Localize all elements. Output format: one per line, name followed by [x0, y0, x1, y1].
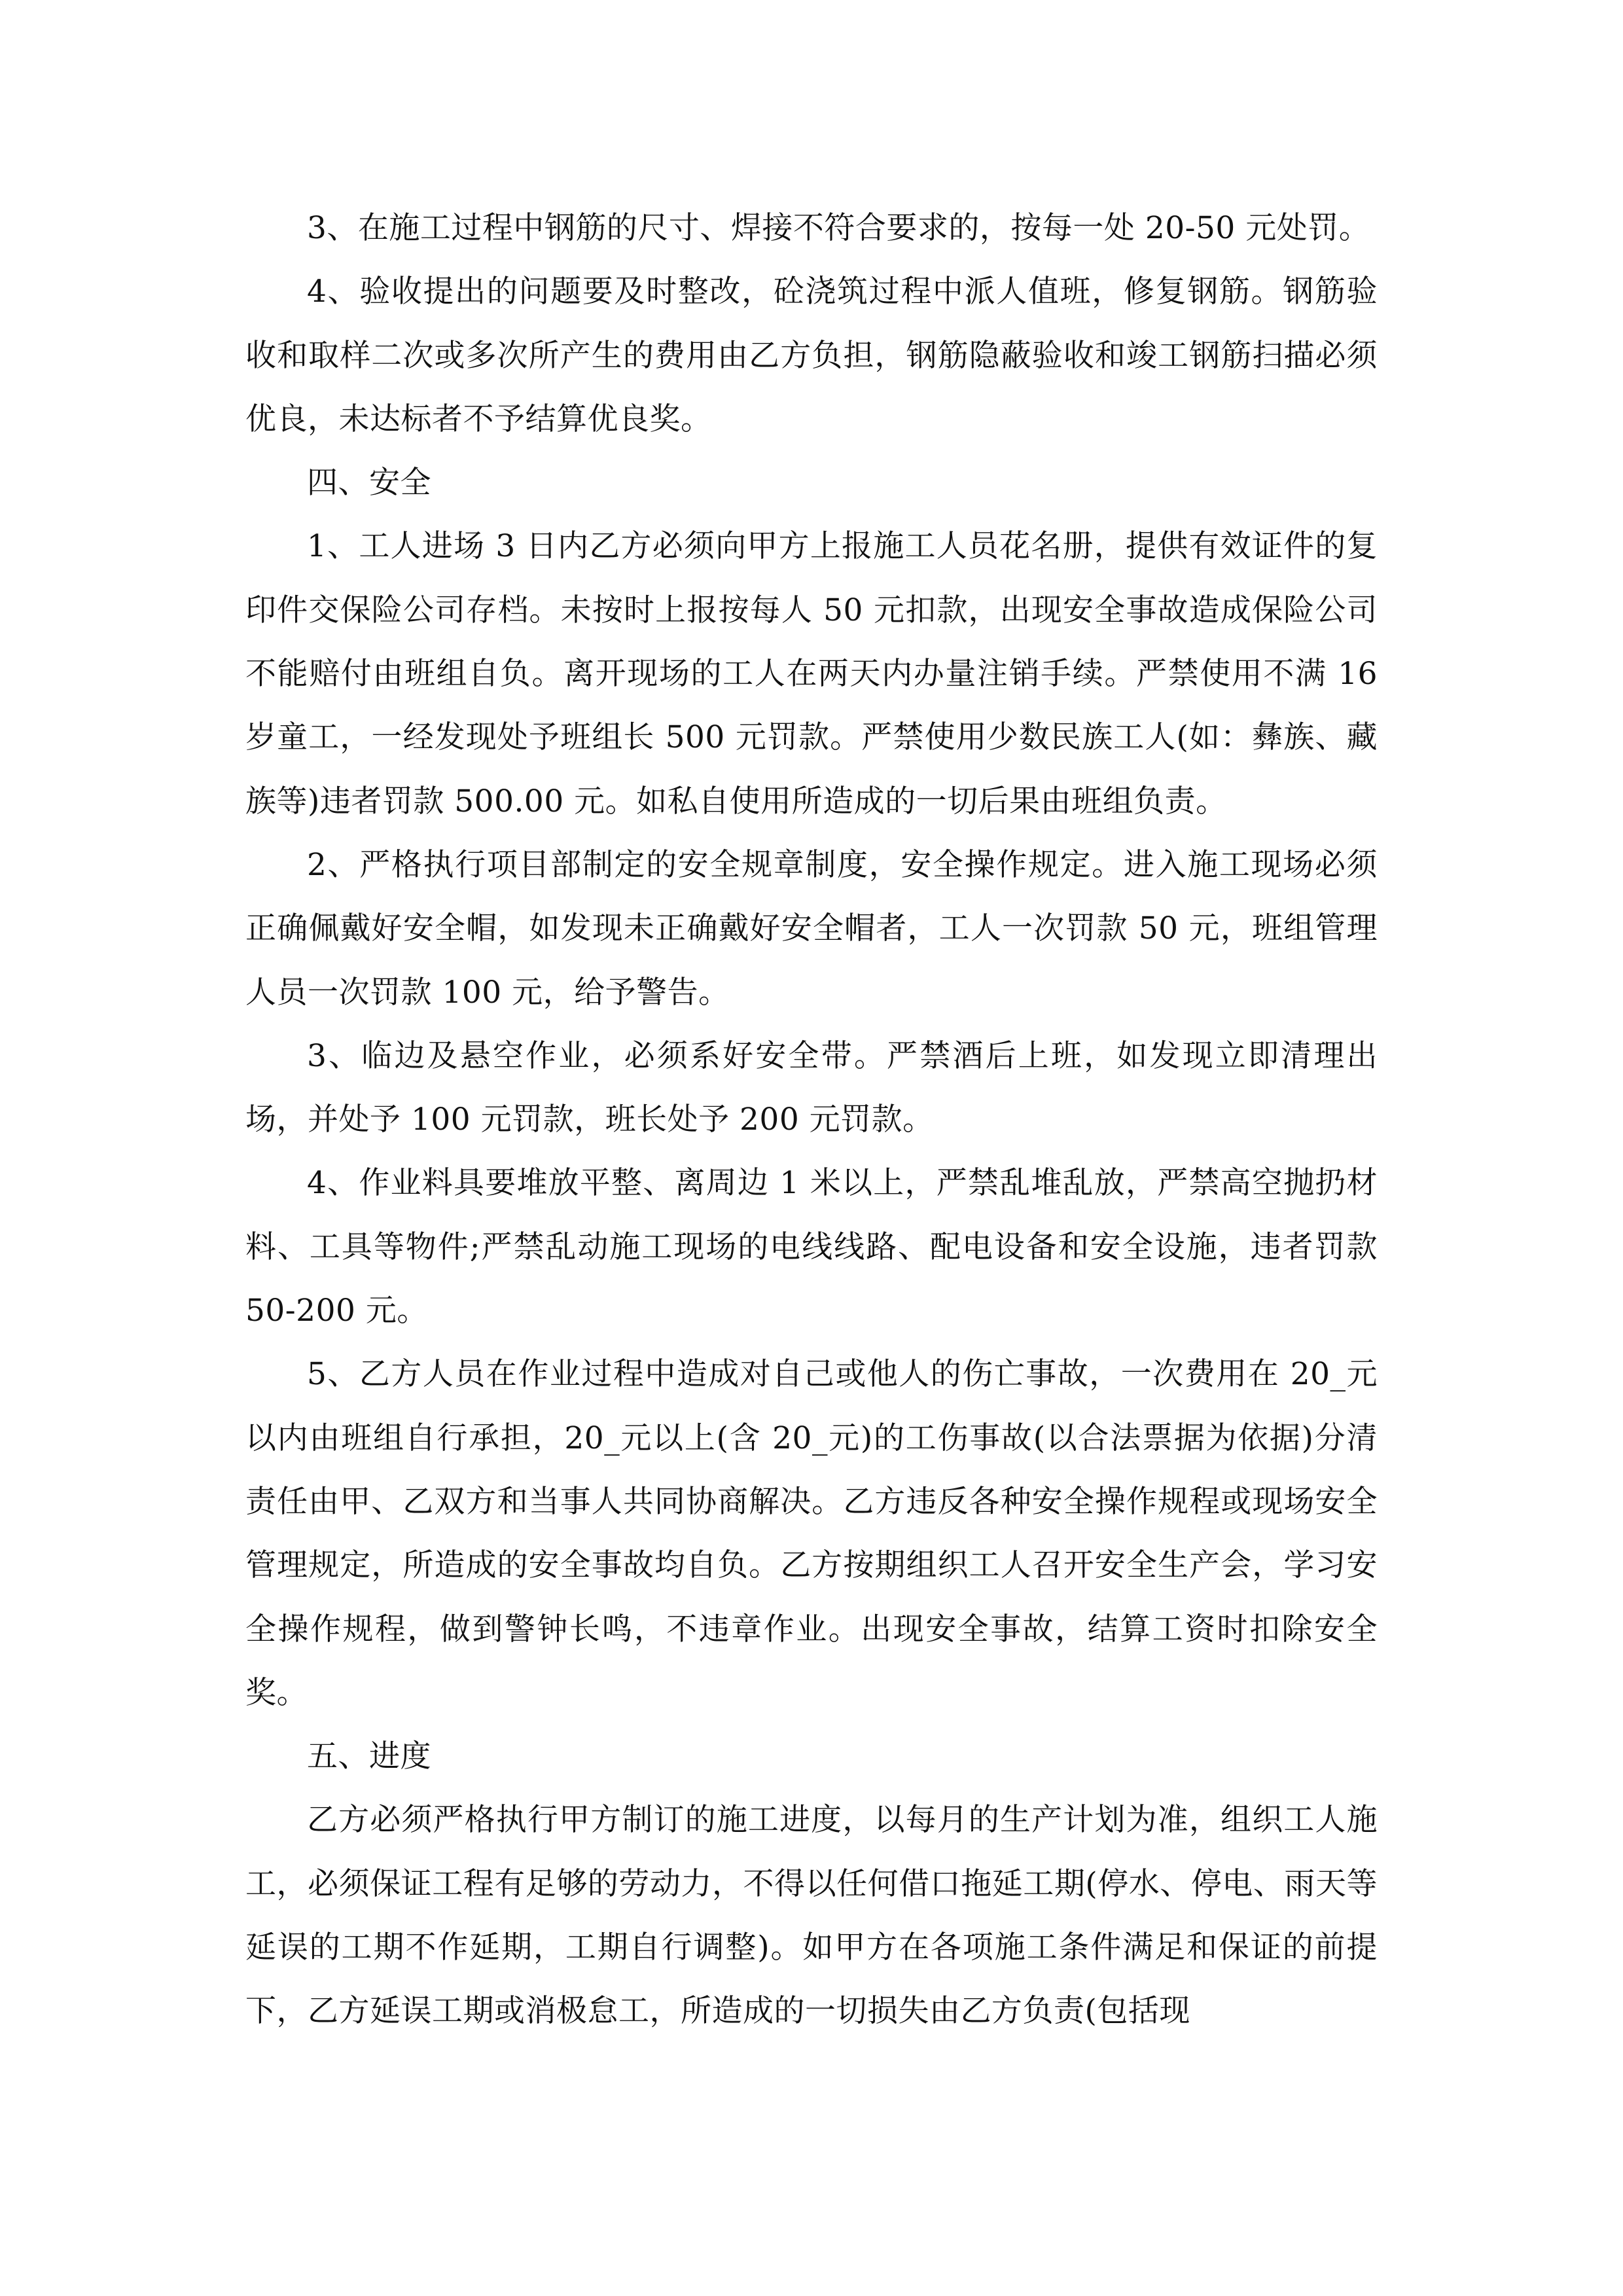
document-page [245, 196, 1378, 2043]
paragraph-safety-harness: 3、临边及悬空作业，必须系好安全带。严禁酒后上班，如发现立即清理出场，并处予 100 元罚款，班长处予 200 元罚款。 [245, 1037, 1378, 1138]
paragraph-rebar-penalty: 3、在施工过程中钢筋的尺寸、焊接不符合要求的，按每一处 20-50 元处罚。 [307, 210, 1370, 246]
paragraph-safety-roster: 1、工人进场 3 日内乙方必须向甲方上报施工人员花名册，提供有效证件的复印件交保险公司存档。未按时上报按每人 50 元扣款，出现安全事故造成保险公司不能赔付由班组自负。离开现场的工人在两天内办量注销手续。严禁使用不满 16 岁童工，一经发现处予班组长 500 元罚款。严禁使用少数民族工人(如：彝族、藏族等)违者罚款 500.00 元。如私自使用所造成的一切后果由班组负责。 [245, 528, 1378, 819]
section-heading-progress: 五、进度 [307, 1738, 431, 1775]
paragraph-acceptance-rectification: 4、验收提出的问题要及时整改，砼浇筑过程中派人值班，修复钢筋。钢筋验收和取样二次或多次所产生的费用由乙方负担，钢筋隐蔽验收和竣工钢筋扫描必须优良，未达标者不予结算优良奖。 [245, 274, 1378, 437]
paragraph-safety-helmet: 2、严格执行项目部制定的安全规章制度，安全操作规定。进入施工现场必须正确佩戴好安全帽，如发现未正确戴好安全帽者，工人一次罚款 50 元，班组管理人员一次罚款 100 元，给予警告。 [245, 846, 1378, 1011]
paragraph-injury-accidents: 5、乙方人员在作业过程中造成对自己或他人的伤亡事故，一次费用在 20_元以内由班组自行承担，20_元以上(含 20_元)的工伤事故(以合法票据为依据)分清责任由甲、乙双方和当事人共同协商解决。乙方违反各种安全操作规程或现场安全管理规定，所造成的安全事故均自负。乙方按期组织工人召开安全生产会，学习安全操作规程，做到警钟长鸣，不违章作业。出现安全事故，结算工资时扣除安全奖。 [245, 1356, 1378, 1711]
section-heading-safety: 四、安全 [307, 465, 431, 501]
paragraph-materials-stacking: 4、作业料具要堆放平整、离周边 1 米以上，严禁乱堆乱放，严禁高空抛扔材料、工具等物件;严禁乱动施工现场的电线线路、配电设备和安全设施，违者罚款 50-200 元。 [245, 1165, 1378, 1329]
paragraph-progress-schedule: 乙方必须严格执行甲方制订的施工进度，以每月的生产计划为准，组织工人施工，必须保证工程有足够的劳动力，不得以任何借口拖延工期(停水、停电、雨天等延误的工期不作延期，工期自行调整)。如甲方在各项施工条件满足和保证的前提下，乙方延误工期或消极怠工，所造成的一切损失由乙方负责(包括现 [245, 1802, 1378, 2030]
